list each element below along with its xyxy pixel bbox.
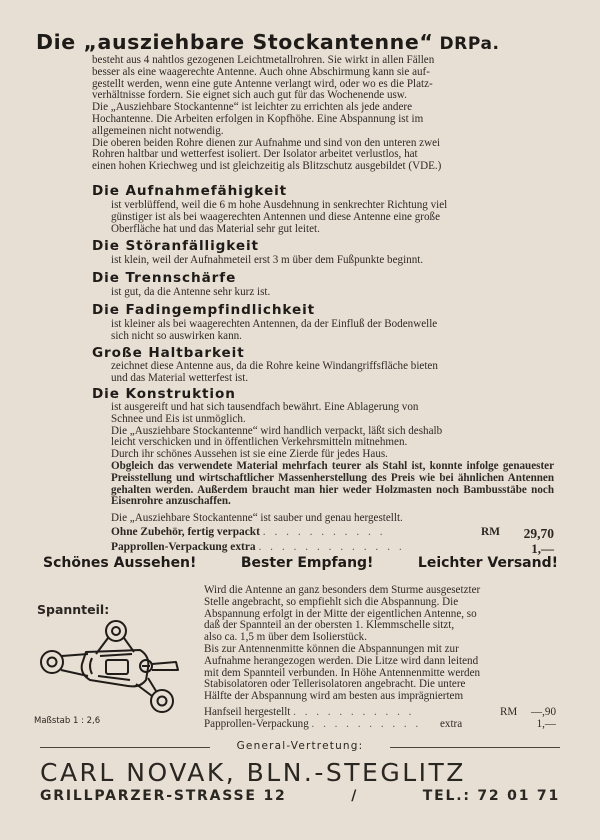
intro-paragraph [92, 55, 554, 173]
price-label: Papprollen-Verpackung extra [111, 541, 256, 553]
heading-konstruktion: Die Konstruktion [92, 386, 236, 402]
price-value: 1,— [536, 718, 556, 730]
spannteil-line: Wird die Antenne an ganz besonders dem Sturme ausgesetzter [204, 584, 481, 596]
slogan: Bester Empfang! [240, 555, 374, 571]
slogan: Leichter Versand! [417, 555, 558, 571]
spannteil-line: Bis zur Antennenmitte können die Abspannungen mit zur [204, 642, 459, 655]
dot-leader: . . . . . . . . . . . . . [258, 541, 405, 553]
spannteil-line: Hälfte der Abspannung wird am besten aus imprägniertem [204, 690, 464, 703]
street-address: GRILLPARZER-STRASSE 12 [40, 788, 287, 804]
price-row-antenna [111, 526, 554, 541]
dot-leader: . . . . . . . . . . . [293, 706, 415, 718]
section-line: Oberfläche hat und das Material sehr gut leitet. [111, 222, 320, 235]
heading-stoeranfaelligkeit: Die Störanfälligkeit [92, 238, 259, 254]
intro-line: besser als eine waagerechte Antenne. Auch ohne Abschirmung kann sie auf- [92, 65, 430, 78]
spannteil-line: also ca. 1,5 m über dem Isolierstück. [204, 631, 367, 644]
intro-line: Die oberen beiden Rohre dienen zur Aufnahme und sind von den unteren zwei [92, 136, 441, 149]
intro-line: Die „Ausziehbare Stockantenne“ ist leichter zu errichten als jede andere [92, 101, 413, 114]
address-separator: / [351, 788, 359, 804]
section-line: ist kleiner als bei waagerechten Antennen, da der Einfluß der Bodenwelle [111, 318, 438, 330]
price-label: Hanfseil hergestellt [204, 706, 291, 718]
section-line: sich nicht so auswirken kann. [111, 329, 242, 342]
heading-aufnahmefaehigkeit: Die Aufnahmefähigkeit [92, 183, 288, 199]
bottom-ring [151, 690, 173, 712]
spannteil-label: Spannteil: [37, 602, 110, 617]
title-main: Die „ausziehbare Stockantenne“ [36, 30, 434, 54]
spannteil-line: daß der Spannteil an der obersten 1. Klemmschelle sitzt, [204, 619, 455, 632]
intro-line: gestellt werden, wenn eine gute Antenne verlangt wird, oder wo es die Platz- [92, 77, 433, 90]
slogan-row [43, 555, 558, 571]
price-label: Ohne Zubehör, fertig verpackt [111, 526, 260, 538]
spannteil-line: Aufnahme herangezogen werden. Die Litze wird dann leitend [204, 654, 479, 667]
spannteil-price-row-packaging [204, 719, 556, 731]
scale-label: Maßstab 1 : 2,6 [34, 716, 101, 726]
spannteil-line: Abspannung erfolgt in der Mitte der eigentlichen Antenne, so [204, 607, 477, 620]
section-text-stoeranfaelligkeit [111, 255, 554, 267]
closing-line: Die „Ausziehbare Stockantenne“ ist sauber und genau hergestellt. [111, 512, 403, 524]
spannteil-line: Stabisolatoren oder Tellerisolatoren angebracht. Die untere [204, 678, 466, 691]
price-extra: extra [440, 718, 463, 730]
price-value: —,90 [531, 706, 556, 718]
section-text-fadingempfindlichkeit [111, 319, 554, 343]
section-text-konstruktion [111, 402, 554, 461]
heading-trennschaerfe: Die Trennschärfe [92, 270, 237, 286]
section-line: Durch ihr schönes Aussehen ist sie eine Zierde für jedes Haus. [111, 448, 388, 461]
price-currency: RM [500, 706, 518, 718]
section-line: ist gut, da die Antenne sehr kurz ist. [111, 286, 271, 298]
intro-line: Hochantenne. Die Arbeiten erfolgen in Kopfhöhe. Eine Abspannung ist im [92, 112, 424, 125]
section-text-aufnahmefaehigkeit [111, 200, 554, 235]
heading-fadingempfindlichkeit: Die Fadingempfindlichkeit [92, 302, 316, 318]
price-value: 29,70 [523, 526, 554, 541]
section-text-trennschaerfe [111, 287, 554, 299]
page-title [36, 30, 576, 54]
price-argument-paragraph: Obgleich das verwendete Material mehrfach teurer als Stahl ist, konnte infolge genauester Preisstellung und wirtschaftlicher Massenherstellung des Preis wie bei ähnlichen Antennen gehalten werden. Außerdem braucht man hier weder Holzmasten noch Bambusstäbe noch Eisenrohre anzuschaffen. [111, 460, 554, 508]
general-agency-label: General-Vertretung: [236, 740, 364, 752]
heading-haltbarkeit: Große Haltbarkeit [92, 345, 245, 361]
price-label: Papprollen-Verpackung [204, 718, 309, 730]
telephone-number: TEL.: 72 01 71 [422, 788, 560, 804]
intro-line: verhältnisse fordern. Sie eignet sich auch gut für das Wochenende usw. [92, 89, 407, 102]
section-line: leicht verschicken und in öffentlichen Verkehrsmitteln mitnehmen. [111, 436, 408, 449]
section-line: günstiger ist als bei waagerechten Antennen und diese Antenne eine große [111, 210, 441, 223]
section-line: Die „Ausziehbare Stockantenne“ wird handlich verpackt, läßt sich deshalb [111, 424, 443, 437]
dot-leader: . . . . . . . . . . . [262, 526, 386, 538]
intro-line: allgemeinen nicht notwendig. [92, 124, 224, 137]
section-line: ist ausgereift und hat sich tausendfach bewährt. Eine Ablagerung von [111, 401, 419, 413]
section-line: und das Material wetterfest ist. [111, 371, 249, 384]
section-line: Schnee und Eis ist unmöglich. [111, 412, 246, 425]
section-line: ist klein, weil der Aufnahmeteil erst 3 m über dem Fußpunkte beginnt. [111, 254, 424, 266]
price-row-packaging [111, 541, 554, 556]
title-patent-suffix: DRPa. [439, 34, 500, 54]
spannteil-line: Stelle angebracht, so empfiehlt sich die Abspannung. Die [204, 595, 459, 608]
section-line: ist verblüffend, weil die 6 m hohe Ausdehnung in senkrechter Richtung viel [111, 199, 448, 211]
spannteil-illustration [36, 618, 194, 718]
spannteil-description [204, 585, 556, 703]
price-currency: RM [481, 526, 500, 538]
section-line: zeichnet diese Antenne aus, da die Rohre keine Windangriffsfläche bieten [111, 360, 438, 372]
company-name: CARL NOVAK, BLN.-STEGLITZ [40, 758, 466, 787]
price-value: 1,— [531, 541, 554, 556]
intro-line: besteht aus 4 nahtlos gezogenen Leichtmetallrohren. Sie wirkt in allen Fällen [92, 54, 435, 66]
left-ring [41, 651, 63, 673]
section-text-haltbarkeit [111, 361, 554, 385]
intro-line: einen hohen Kriechweg und ist gleichzeitig als Blitzschutz ausgebildet (VDE.) [92, 160, 442, 173]
address-row [40, 788, 560, 804]
spannteil-line: mit dem Spannteil verbunden. In Höhe Antennenmitte werden [204, 666, 481, 679]
slogan: Schönes Aussehen! [43, 555, 197, 571]
upper-ring [106, 621, 126, 641]
intro-line: Rohren haltbar und wetterfest isoliert. Der Isolator arbeitet verlustlos, hat [92, 148, 418, 161]
dot-leader: . . . . . . . . . . [311, 718, 422, 730]
